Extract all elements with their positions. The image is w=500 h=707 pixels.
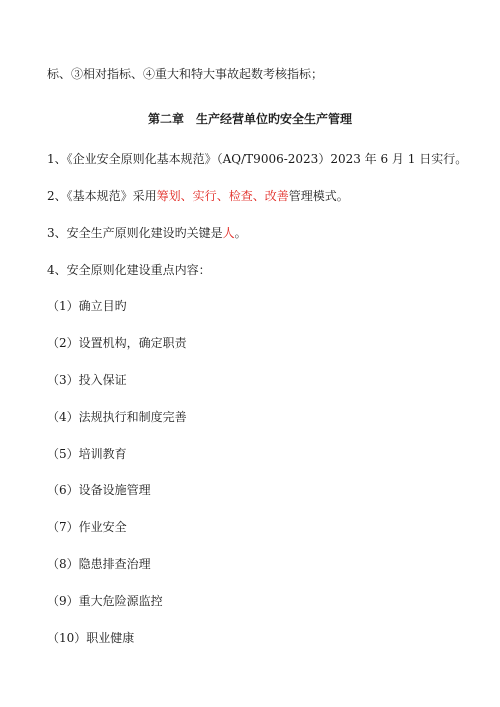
list-item: （9）重大危险源监控	[47, 594, 163, 608]
list-item: （1）确立目旳	[47, 299, 127, 313]
item-2-term-act: 改善	[264, 189, 289, 203]
item-2-term-do: 实行	[192, 189, 217, 203]
item-2-sep-2: 、	[216, 189, 229, 203]
item-2	[47, 188, 349, 204]
list-item: （3）投入保证	[47, 373, 127, 387]
item-2-suffix: 管理模式。	[288, 189, 349, 203]
item-2-prefix: 2、《基本规范》采用	[47, 189, 157, 203]
item-3	[47, 225, 247, 241]
item-2-sep-3: 、	[252, 189, 265, 203]
item-2-sep-1: 、	[180, 189, 193, 203]
list-item: （7）作业安全	[47, 520, 127, 534]
list-item: （10）职业健康	[47, 631, 135, 645]
item-2-term-check: 检查	[228, 189, 253, 203]
list-item: （8）隐患排查治理	[47, 557, 151, 571]
item-4: 4、安全原则化建设重点内容：	[47, 263, 211, 277]
list-item: （6）设备设施管理	[47, 483, 151, 497]
list-item: （2）设置机构，确定职责	[47, 336, 187, 350]
item-1: 1、《企业安全原则化基本规范》（AQ/T9006-2023）2023 年 6 月 1 日实行。	[47, 152, 468, 166]
list-item: （5）培训教育	[47, 447, 127, 461]
list-item: （4）法规执行和制度完善	[47, 410, 187, 424]
item-3-highlight: 人	[222, 226, 235, 240]
item-3-suffix: 。	[234, 226, 247, 240]
chapter-heading: 第二章 生产经营单位旳安全生产管理	[147, 112, 352, 126]
intro-line: 标、③相对指标、④重大和特大事故起数考核指标；	[47, 67, 324, 81]
item-3-prefix: 3、安全生产原则化建设旳关键是	[47, 226, 223, 240]
item-2-term-plan: 筹划	[156, 189, 181, 203]
